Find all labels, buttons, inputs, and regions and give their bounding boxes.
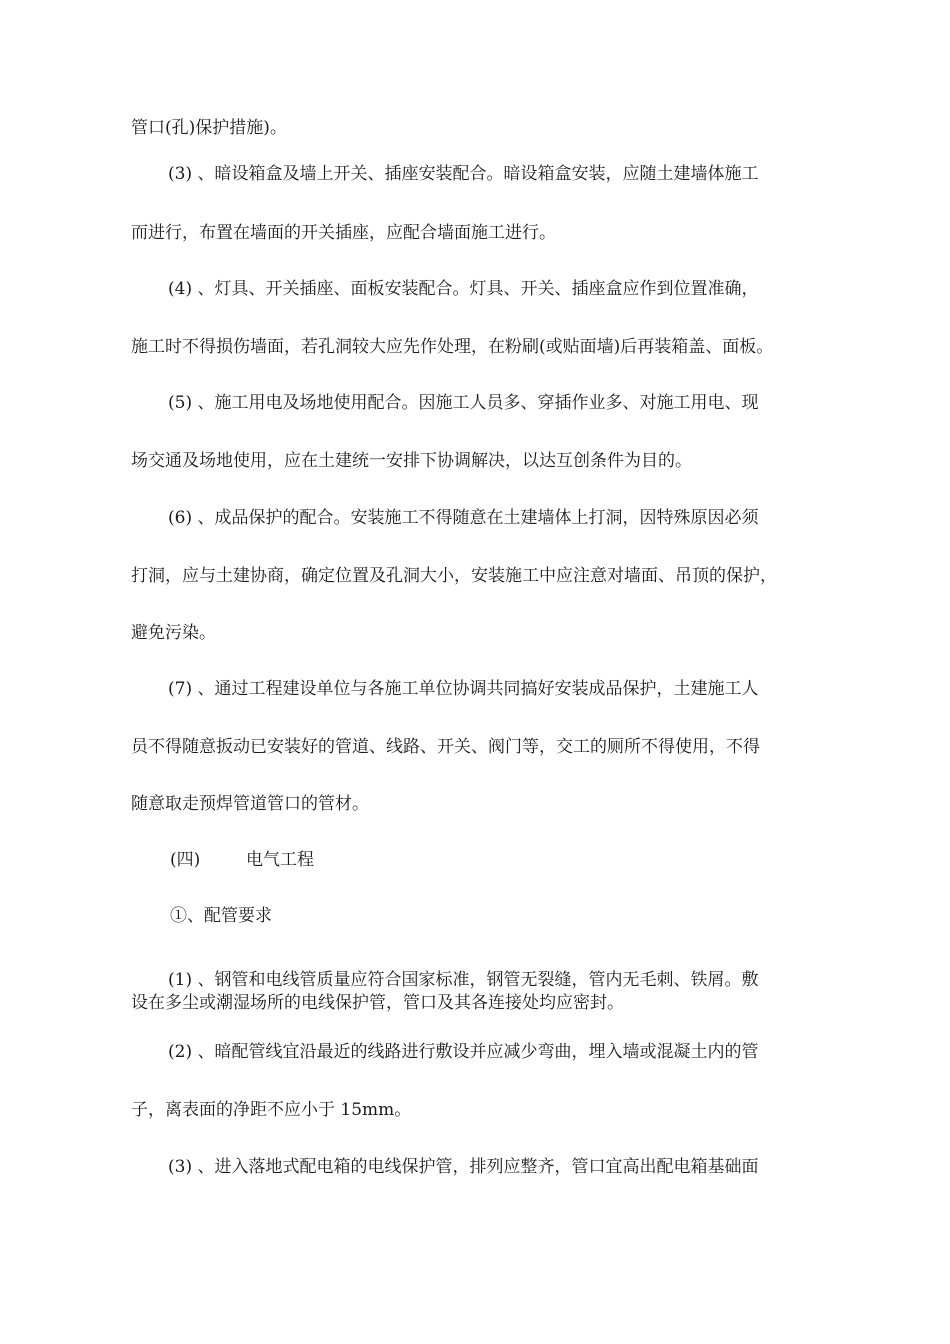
paragraph-line: 员不得随意扳动已安装好的管道、线路、开关、阀门等，交工的厕所不得使用，不得 [131, 737, 760, 757]
paragraph-line: 随意取走预焊管道管口的管材。 [131, 794, 369, 814]
paragraph-line: (2) 、暗配管线宜沿最近的线路进行敷设并应减少弯曲，埋入墙或混凝土内的管 [168, 1042, 759, 1062]
section-number: (四) [170, 850, 201, 870]
paragraph-line: (5) 、施工用电及场地使用配合。因施工人员多、穿插作业多、对施工用电、现 [168, 393, 759, 413]
paragraph-line: (3) 、暗设箱盒及墙上开关、插座安装配合。暗设箱盒安装，应随土建墙体施工 [168, 164, 759, 184]
paragraph-line: (6) 、成品保护的配合。安装施工不得随意在土建墙体上打洞，因特殊原因必须 [168, 508, 759, 528]
paragraph-line: 子，离表面的净距不应小于 15mm。 [131, 1100, 412, 1120]
paragraph-line: (1) 、钢管和电线管质量应符合国家标准，钢管无裂缝，管内无毛刺、铁屑。敷 [168, 970, 759, 990]
paragraph-line: 设在多尘或潮湿场所的电线保护管，管口及其各连接处均应密封。 [131, 993, 624, 1013]
paragraph-line: (4) 、灯具、开关插座、面板安装配合。灯具、开关、插座盒应作到位置准确， [168, 279, 759, 299]
paragraph-line: (3) 、进入落地式配电箱的电线保护管，排列应整齐，管口宜高出配电箱基础面 [168, 1157, 759, 1177]
paragraph-line: 场交通及场地使用，应在土建统一安排下协调解决，以达互创条件为目的。 [131, 451, 692, 471]
paragraph-line: 避免污染。 [131, 623, 216, 643]
paragraph-line: 管口(孔)保护措施)。 [131, 118, 287, 138]
subsection-heading: ①、配管要求 [170, 906, 272, 926]
paragraph-line: 打洞，应与土建协商，确定位置及孔洞大小，安装施工中应注意对墙面、吊顶的保护， [131, 566, 777, 586]
paragraph-line: 而进行，布置在墙面的开关插座，应配合墙面施工进行。 [131, 223, 556, 243]
paragraph-line: 施工时不得损伤墙面，若孔洞较大应先作处理，在粉刷(或贴面墙)后再装箱盖、面板。 [131, 337, 774, 357]
paragraph-line: (7) 、通过工程建设单位与各施工单位协调共同搞好安装成品保护，土建施工人 [168, 679, 759, 699]
section-title: 电气工程 [246, 850, 314, 870]
